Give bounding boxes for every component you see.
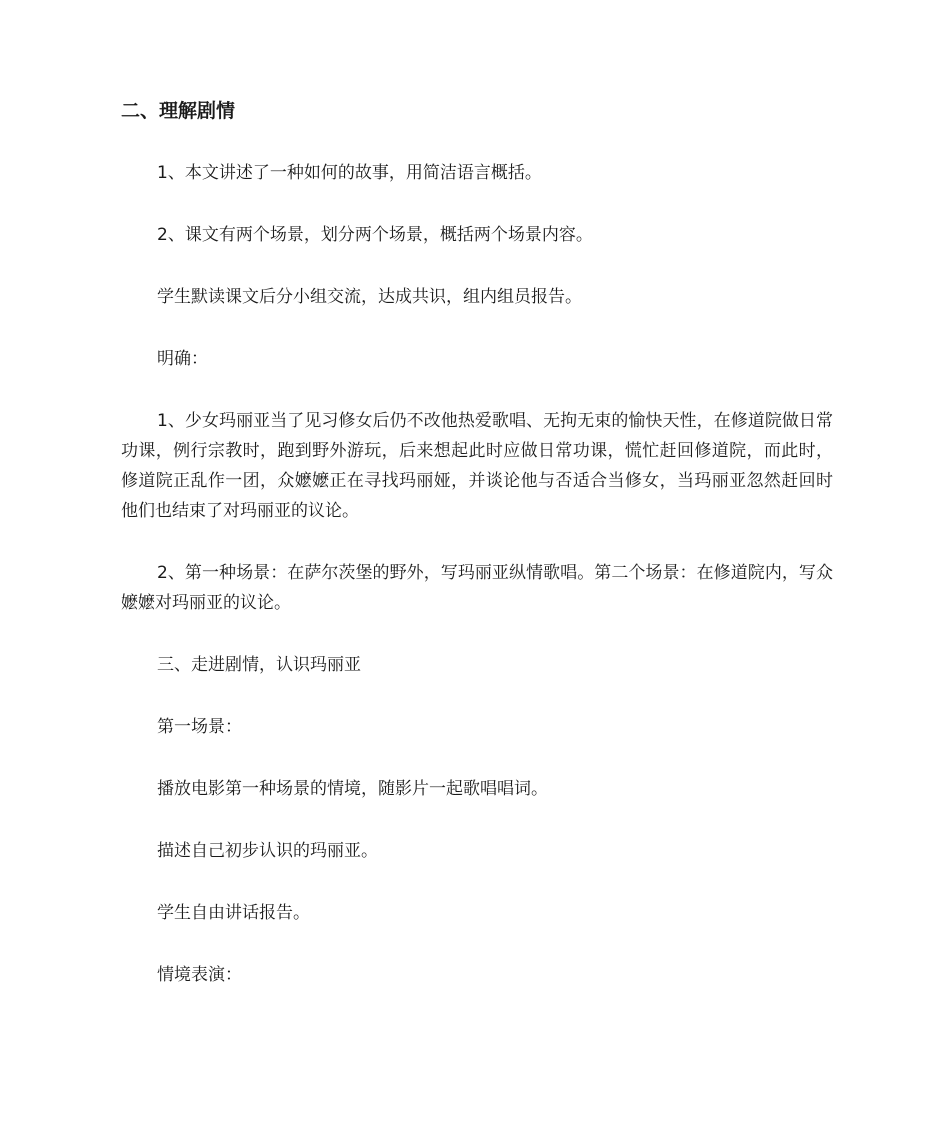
section-heading: 二、理解剧情 bbox=[121, 100, 236, 122]
document-body bbox=[121, 96, 833, 1022]
answer-2: 2、第一种场景：在萨尔茨堡的野外，写玛丽亚纵情歌唱。第二个场景：在修道院内，写众嬷嬷对玛丽亚的议论。 bbox=[121, 563, 833, 613]
describe-maria-instruction: 描述自己初步认识的玛丽亚。 bbox=[157, 841, 378, 861]
question-2: 2、课文有两个场景，划分两个场景，概括两个场景内容。 bbox=[157, 225, 593, 245]
answer-1: 1、少女玛丽亚当了见习修女后仍不改他热爱歌唱、无拘无束的愉快天性，在修道院做日常功课，例行宗教时，跑到野外游玩，后来想起此时应做日常功课，慌忙赶回修道院，而此时，修道院正乱作一团，众嬷嬷正在寻找玛丽娅，并谈论他与否适合当修女，当玛丽亚忽然赶回时他们也结束了对玛丽亚的议论。 bbox=[121, 411, 833, 521]
question-1: 1、本文讲述了一种如何的故事，用简洁语言概括。 bbox=[157, 163, 542, 183]
student-report: 学生自由讲话报告。 bbox=[157, 903, 310, 923]
play-film-instruction: 播放电影第一种场景的情境，随影片一起歌唱唱词。 bbox=[157, 779, 548, 799]
student-activity: 学生默读课文后分小组交流，达成共识，组内组员报告。 bbox=[157, 287, 582, 307]
section-three-title: 三、走进剧情，认识玛丽亚 bbox=[157, 655, 361, 675]
role-play-label: 情境表演： bbox=[157, 965, 242, 985]
scene-one-label: 第一场景： bbox=[157, 717, 242, 737]
clarification-label: 明确： bbox=[157, 349, 208, 369]
